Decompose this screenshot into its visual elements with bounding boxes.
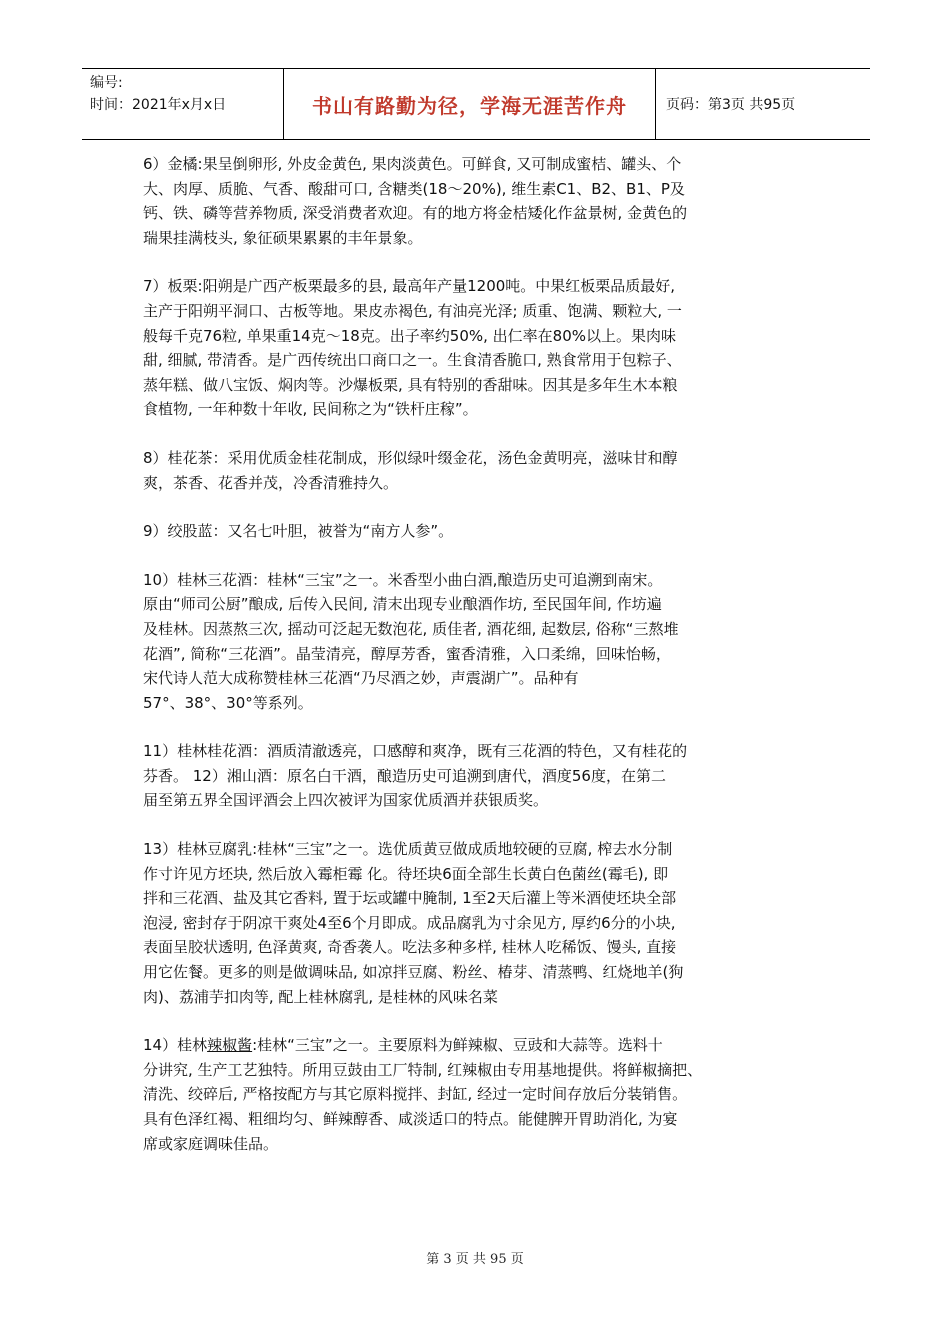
paragraph-line: 钙、铁、磷等营养物质, 深受消费者欢迎。有的地方将金桔矮化作盆景树, 金黄色的 [143,204,688,223]
paragraph-line: 用它佐餐。更多的则是做调味品, 如凉拌豆腐、粉丝、椿芽、清蒸鸭、红烧地羊(狗 [143,963,684,982]
paragraph-line: 11）桂林桂花酒：酒质清澈透亮，口感醇和爽净，既有三花酒的特色，又有桂花的 [143,742,688,761]
paragraph-line: 芬香。 12）湘山酒：原名白干酒，酿造历史可追溯到唐代，酒度56度，在第二 [143,766,666,785]
paragraph [143,519,823,544]
paragraph [143,152,823,250]
paragraph [143,837,823,1009]
paragraph-line: 6）金橘:果呈倒卵形, 外皮金黄色, 果肉淡黄色。可鲜食, 又可制成蜜桔、罐头、个 [143,155,682,173]
paragraph-line: 拌和三花酒、盐及其它香料, 置于坛或罐中腌制, 1至2天后灌上等米酒使坯块全部 [143,889,677,908]
paragraph-line: 14）桂林辣椒酱:桂林“三宝”之一。主要原料为鲜辣椒、豆豉和大蒜等。选料十 [143,1036,663,1055]
paragraph [143,568,823,716]
paragraph-line: 肉)、荔浦芋扣肉等, 配上桂林腐乳, 是桂林的风味名菜 [143,987,498,1006]
paragraph-line: 般每千克76粒, 单果重14克～18克。出子率约50%, 出仁率在80%以上。果肉味 [143,326,677,345]
paragraph [143,739,823,813]
header-page-info: 页码：第3页 共95页 [666,97,796,113]
paragraph [143,274,823,422]
paragraph-line: 10）桂林三花酒：桂林“三宝”之一。米香型小曲白酒,酿造历史可追溯到南宋。 [143,570,663,589]
paragraph-line: 大、肉厚、质脆、气香、酸甜可口, 含糖类(18～20%), 维生素C1、B2、B1、P及 [143,179,685,198]
paragraph-line: 57°、38°、30°等系列。 [143,693,313,712]
paragraph [143,446,823,495]
paragraph-line: 原由“师司公厨”酿成, 后传入民间, 清末出现专业酿酒作坊, 至民国年间, 作坊遍 [143,595,662,614]
paragraph-line: 瑞果挂满枝头, 象征硕果累累的丰年景象。 [143,228,423,247]
paragraph-14 [143,1033,823,1156]
paragraph-line: 及桂林。因蒸熬三次, 摇动可泛起无数泡花, 质佳者, 酒花细, 起数层, 俗称“三熬堆 [143,619,679,638]
paragraph-line: 清洗、绞碎后, 严格按配方与其它原料搅拌、封缸, 经过一定时间存放后分装销售。 [143,1085,688,1104]
paragraph-line: 蒸年糕、做八宝饭、焖肉等。沙爆板栗, 具有特别的香甜味。因其是多年生木本粮 [143,375,678,394]
paragraph-line: 主产于阳朔平洞口、古板等地。果皮赤褐色, 有油亮光泽; 质重、饱满、颗粒大, 一 [143,301,682,320]
paragraph-line: 13）桂林豆腐乳:桂林“三宝”之一。选优质黄豆做成质地较硬的豆腐, 榨去水分制 [143,840,673,859]
time-label: 时间：2021年x月x日 [90,97,227,113]
paragraph-line: 花酒”, 简称“三花酒”。晶莹清亮，醇厚芳香，蜜香清雅，入口柔绵，回味怡畅， [143,644,671,663]
paragraph-line: 席或家庭调味佳品。 [143,1134,279,1153]
header-meta [82,69,284,139]
paragraph-line: 作寸许见方坯块, 然后放入霉柜霉 化。待坯块6面全部生长黄白色菌丝(霉毛), 即 [143,864,669,883]
paragraph-line: 分讲究, 生产工艺独特。所用豆鼓由工厂特制, 红辣椒由专用基地提供。将鲜椒摘把、 [143,1060,703,1079]
paragraph-line: 7）板栗:阳朔是广西产板栗最多的县, 最高年产量1200吨。中果红板栗品质最好, [143,277,676,296]
header-motto: 书山有路勤为径，学海无涯苦作舟 [284,69,656,139]
paragraph-line: 届至第五界全国评酒会上四次被评为国家优质酒并获银质奖。 [143,791,549,810]
document-header [82,68,870,140]
paragraph-line: 食植物, 一年种数十年收, 民间称之为“铁杆庄稼”。 [143,400,478,419]
page-footer: 第 3 页 共 95 页 [426,1252,524,1267]
paragraph-line: 宋代诗人范大成称赞桂林三花酒“乃尽酒之妙，声震湖广”。品种有 [143,669,579,688]
paragraph-line: 泡浸, 密封存于阴凉干爽处4至6个月即成。成品腐乳为寸余见方, 厚约6分的小块, [143,913,676,932]
chili-sauce-link[interactable]: 辣椒酱 [207,1036,253,1055]
document-body [143,152,823,1156]
paragraph-line: 爽，茶香、花香并茂，冷香清雅持久。 [143,473,399,492]
serial-label: 编号: [90,75,123,91]
paragraph-line: 甜, 细腻, 带清香。是广西传统出口商口之一。生食清香脆口, 熟食常用于包粽子、 [143,351,682,370]
paragraph-line: 表面呈胶状透明, 色泽黄爽, 奇香袭人。吃法多种多样, 桂林人吃稀饭、馒头, 直接 [143,938,677,957]
paragraph-line: 9）绞股蓝：又名七叶胆，被誉为“南方人参”。 [143,522,454,541]
paragraph-line: 具有色泽红褐、粗细均匀、鲜辣醇香、咸淡适口的特点。能健脾开胃助消化, 为宴 [143,1110,678,1128]
paragraph-line: 8）桂花茶：采用优质金桂花制成，形似绿叶缀金花，汤色金黄明亮，滋味甘和醇 [143,448,678,467]
